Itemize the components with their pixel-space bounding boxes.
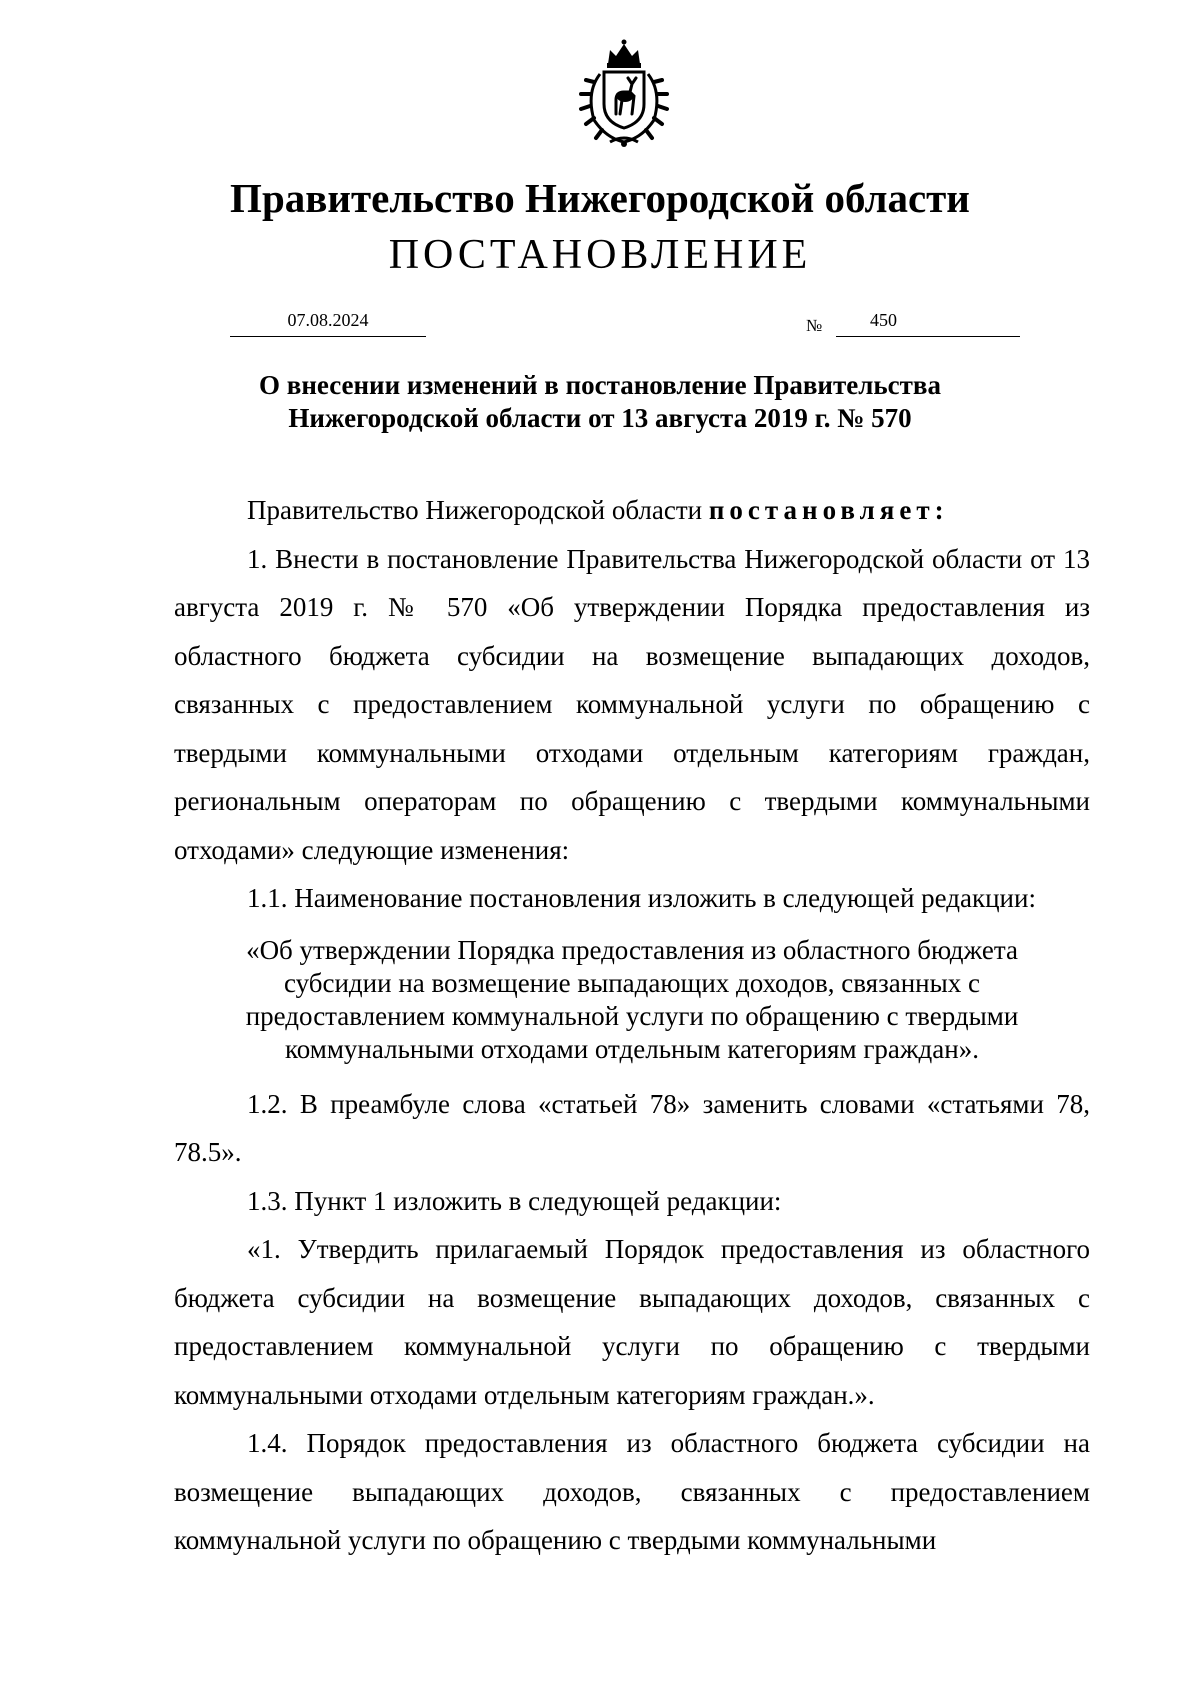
preamble-verb: постановляет: — [708, 495, 949, 525]
document-body — [174, 486, 1090, 1565]
paragraph-1-4: 1.4. Порядок предоставления из областного бюджета субсидии на возмещение выпадающих доходов, связанных с предоставлением коммунальной услуги по обращению с твердыми коммунальными — [174, 1428, 1090, 1555]
quote-line: коммунальными отходами отдельным категориям граждан». — [285, 1033, 979, 1064]
paragraph-1-3: 1.3. Пункт 1 изложить в следующей редакции: — [247, 1185, 782, 1216]
quoted-new-title — [174, 934, 1090, 1066]
quote-line: субсидии на возмещение выпадающих доходов, связанных с — [283, 967, 980, 998]
document-title-line: О внесении изменений в постановление Правительства — [259, 370, 941, 400]
paragraph-1-2: 1.2. В преамбуле слова «статьей 78» заменить словами «статьями 78, 78.5». — [174, 1088, 1090, 1167]
document-title-line: Нижегородской области от 13 августа 2019 г. № 570 — [288, 403, 912, 433]
paragraph-1: 1. Внести в постановление Правительства Нижегородской области от 13 августа 2019 г. № 570 «Об утверждении Порядка предоставления из областного бюджета субсидии на возмещение выпадающих доходов, связанных с предоставлением коммунальной услуги по обращению с твердыми коммунальными отходами отдельным категориям граждан, региональным операторам по обращению с твердыми коммунальными отходами» следующие изменения: — [174, 543, 1090, 865]
organization-name: Правительство Нижегородской области — [230, 175, 970, 221]
document-title — [0, 369, 1200, 435]
quote-line: «Об утверждении Порядка предоставления из областного бюджета — [246, 934, 1018, 965]
number-sign: № — [806, 316, 823, 335]
paragraph-1-3-text: «1. Утвердить прилагаемый Порядок предоставления из областного бюджета субсидии на возмещение выпадающих доходов, связанных с предоставлением коммунальной услуги по обращению с твердыми коммунальными отходами отдельным категориям граждан.». — [174, 1234, 1090, 1410]
preamble-paragraph — [174, 486, 1090, 535]
document-date: 07.08.2024 — [230, 306, 426, 337]
paragraph-1-1: 1.1. Наименование постановления изложить в следующей редакции: — [247, 883, 1036, 913]
preamble-subject: Правительство Нижегородской области — [247, 495, 709, 525]
quote-line: предоставлением коммунальной услуги по обращению с твердыми — [245, 1000, 1019, 1031]
document-number-field — [836, 306, 1020, 337]
document-kind: ПОСТАНОВЛЕНИЕ — [388, 232, 812, 278]
coat-of-arms-emblem — [572, 38, 676, 150]
document-number: 450 — [870, 310, 897, 330]
